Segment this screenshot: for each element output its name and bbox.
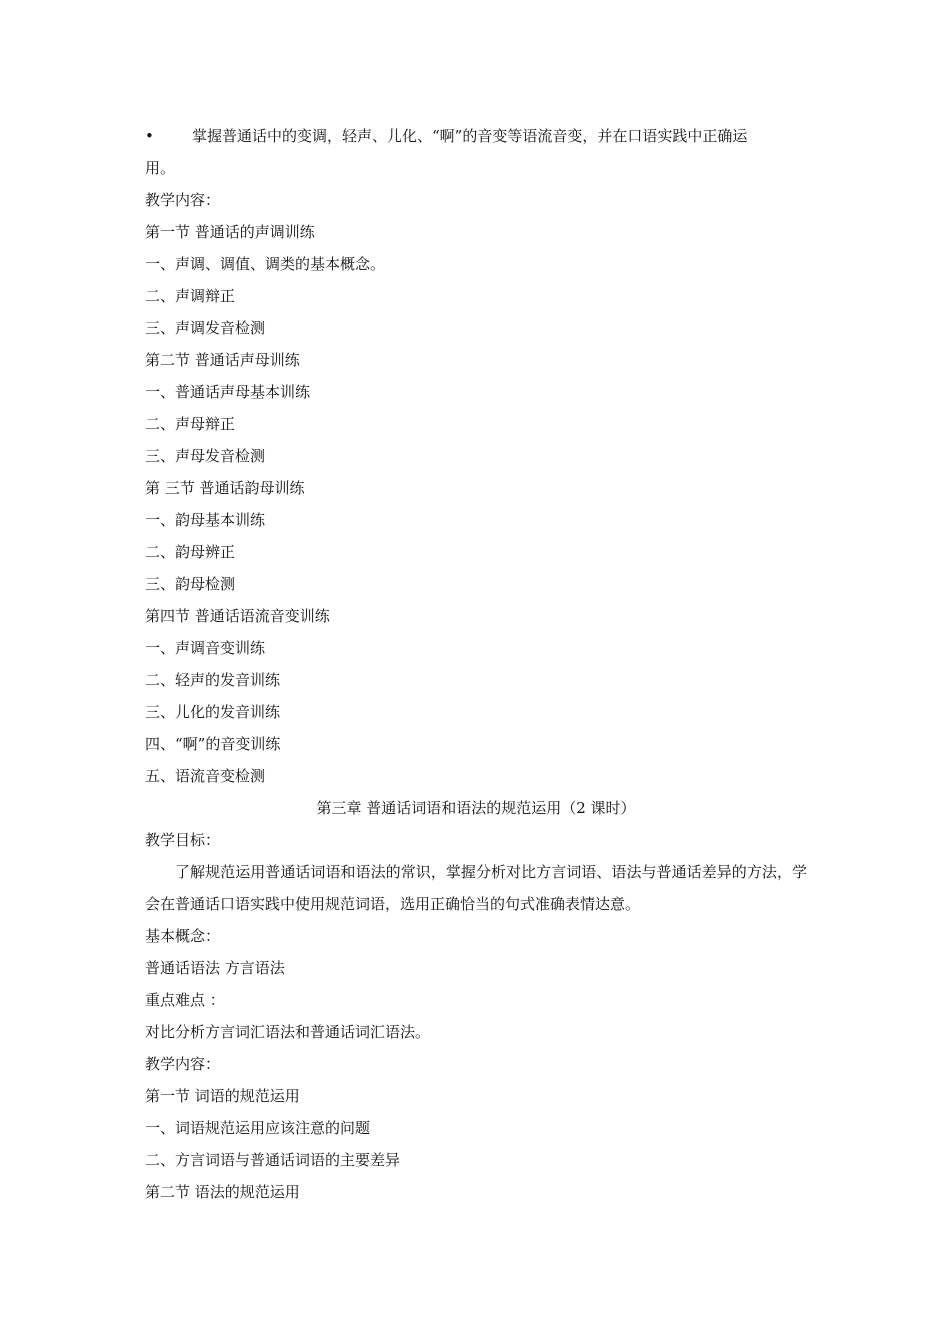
outline-line: 二、轻声的发音训练: [145, 671, 281, 689]
outline-line: 三、儿化的发音训练: [145, 703, 281, 721]
outline-line: 一、韵母基本训练: [145, 511, 266, 529]
section1-heading: 教学内容：: [145, 191, 221, 209]
outline-line: 一、词语规范运用应该注意的问题: [145, 1119, 371, 1137]
outline-line: 一、普通话声母基本训练: [145, 383, 311, 401]
outline-line: 二、声母辩正: [145, 415, 236, 433]
outline-line: 一、声调音变训练: [145, 639, 266, 657]
keypoints-heading: 重点难点 ：: [145, 991, 225, 1009]
objectives-text: 了解规范运用普通话词语和语法的常识，掌握分析对比方言词语、语法与普通话差异的方法，学会在普通话口语实践中使用规范词语，选用正确恰当的句式准确表情达意。: [145, 863, 807, 913]
bullet-text-continuation: 用。: [145, 159, 176, 177]
outline-line: 二、韵母辨正: [145, 543, 236, 561]
document-body: [145, 120, 807, 1208]
bullet-text: 掌握普通话中的变调，轻声、儿化、“啊”的音变等语流音变，并在口语实践中正确运: [192, 127, 748, 145]
bullet-item: [145, 120, 807, 152]
objectives-heading: 教学目标：: [145, 831, 221, 849]
outline-line: 五、语流音变检测: [145, 767, 266, 785]
concepts-text: 普通话语法 方言语法: [145, 959, 285, 977]
outline-line: 三、声调发音检测: [145, 319, 266, 337]
bullet-mark: •: [145, 127, 154, 145]
outline-line: 第二节 普通话声母训练: [145, 351, 300, 369]
outline-line: 三、韵母检测: [145, 575, 236, 593]
outline-line: 三、声母发音检测: [145, 447, 266, 465]
outline-line: 一、声调、调值、调类的基本概念。: [145, 255, 386, 273]
outline-line: 二、声调辩正: [145, 287, 236, 305]
section2-heading: 教学内容：: [145, 1055, 221, 1073]
chapter-title: 第三章 普通话词语和语法的规范运用（2 课时）: [316, 799, 636, 817]
outline-line: 四、“啊”的音变训练: [145, 735, 281, 753]
outline-line: 第一节 词语的规范运用: [145, 1087, 300, 1105]
outline-line: 二、方言词语与普通话词语的主要差异: [145, 1151, 401, 1169]
keypoints-text: 对比分析方言词汇语法和普通话词汇语法。: [145, 1023, 431, 1041]
outline-line: 第 三节 普通话韵母训练: [145, 479, 305, 497]
outline-line: 第二节 语法的规范运用: [145, 1183, 300, 1201]
outline-line: 第四节 普通话语流音变训练: [145, 607, 330, 625]
outline-line: 第一节 普通话的声调训练: [145, 223, 315, 241]
concepts-heading: 基本概念：: [145, 927, 221, 945]
